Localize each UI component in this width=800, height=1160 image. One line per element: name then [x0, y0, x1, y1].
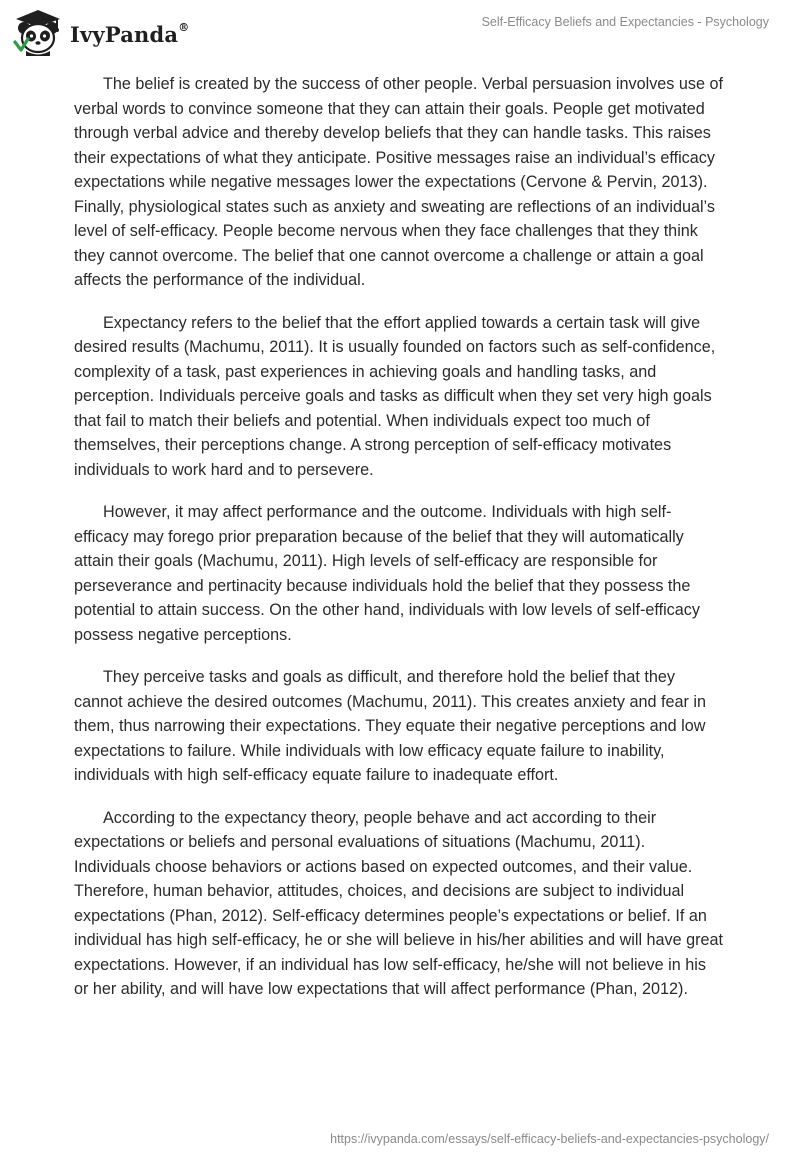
document-title: Self-Efficacy Beliefs and Expectancies - Psychology — [481, 15, 769, 29]
essay-body — [74, 72, 724, 1020]
ivypanda-logo[interactable] — [12, 8, 189, 58]
panda-graduate-icon — [12, 8, 64, 58]
page-header — [0, 0, 800, 60]
brand-name: IvyPanda® — [70, 20, 190, 47]
paragraph: They perceive tasks and goals as difficult, and therefore hold the belief that they cannot achieve the desired outcomes (Machumu, 2011). This creates anxiety and fear in them, thus narrowing their expectations. They equate their negative perceptions and low expectations to failure. While individuals with low efficacy equate failure to inability, individuals with high self-efficacy equate failure to inadequate effort. — [74, 668, 706, 784]
registered-mark: ® — [178, 20, 190, 34]
paragraph: Expectancy refers to the belief that the effort applied towards a certain task will give desired results (Machumu, 2011). It is usually founded on factors such as self-confidence, complexity of a task, past experiences in achieving goals and handling tasks, and perception. Individuals perceive goals and tasks as difficult when they set very high goals that fail to match their beliefs and potential. When individuals expect too much of themselves, their perceptions change. A strong perception of self-efficacy motivates individuals to work hard and to persevere. — [74, 313, 716, 479]
paragraph: According to the expectancy theory, people behave and act according to their expectations or beliefs and personal evaluations of situations (Machumu, 2011). Individuals choose behaviors or actions based on expected outcomes, and their value. Therefore, human behavior, attitudes, choices, and decisions are subject to individual expectations (Phan, 2012). Self-efficacy determines people’s expectations or belief. If an individual has high self-efficacy, he or she will believe in his/her abilities and will have great expectations. However, if an individual has low self-efficacy, he/she will not believe in his or her ability, and will have low expectations that will affect performance (Phan, 2012). — [74, 808, 724, 998]
paragraph: However, it may affect performance and the outcome. Individuals with high self-efficacy may forego prior preparation because of the belief that they will automatically attain their goals (Machumu, 2011). High levels of self-efficacy are responsible for perseverance and pertinacity because individuals hold the belief that they possess the potential to attain success. On the other hand, individuals with low levels of self-efficacy possess negative perceptions. — [74, 503, 700, 644]
source-url[interactable]: https://ivypanda.com/essays/self-efficacy-beliefs-and-expectancies-psychology/ — [330, 1132, 769, 1146]
paragraph: The belief is created by the success of other people. Verbal persuasion involves use of verbal words to convince someone that they can attain their goals. People get motivated through verbal advice and thereby develop beliefs that they can handle tasks. This raises their expectations of what they anticipate. Positive messages raise an individual’s efficacy expectations while negative messages lower the expectations (Cervone & Pervin, 2013). Finally, physiological states such as anxiety and sweating are reflections of an individual’s level of self-efficacy. People become nervous when they face challenges that they think they cannot overcome. The belief that one cannot overcome a challenge or attain a goal affects the performance of the individual. — [74, 75, 723, 289]
